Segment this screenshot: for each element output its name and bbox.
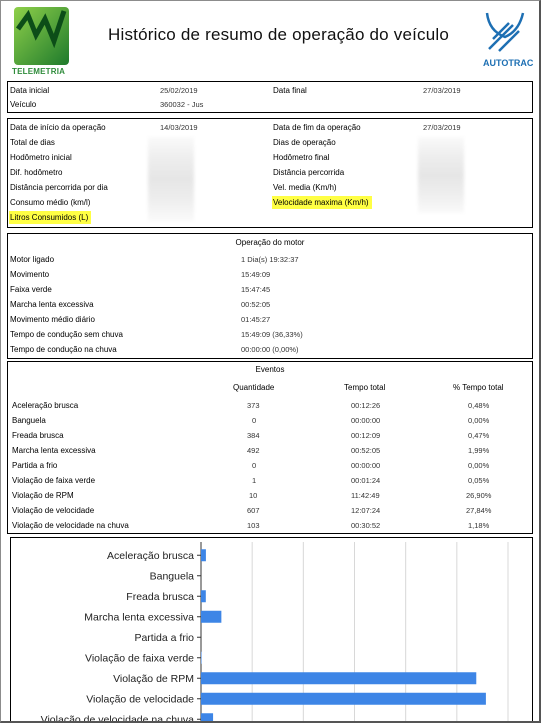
- distancia-percorrida-label: Distância percorrida: [273, 168, 345, 177]
- event-row-label: Marcha lenta excessiva: [12, 446, 96, 455]
- event-row-pct: 0,05%: [468, 476, 490, 485]
- veiculo-value: 360032 - Jus: [160, 100, 204, 109]
- event-row-label: Violação de velocidade: [12, 506, 95, 515]
- motor-row-value: 15:47:45: [241, 285, 271, 294]
- category-label: Marcha lenta excessiva: [84, 611, 194, 624]
- category-label: Violação de RPM: [113, 672, 194, 685]
- event-row-time: 00:00:00: [351, 416, 381, 425]
- inicio-value: 14/03/2019: [160, 123, 198, 132]
- bar: [201, 549, 206, 561]
- event-row-pct: 0,48%: [468, 401, 490, 410]
- category-label: Banguela: [149, 570, 194, 583]
- category-label: Violação de velocidade na chuva: [40, 713, 194, 725]
- category-label: Aceleração brusca: [107, 549, 194, 562]
- event-row-qty: 10: [249, 491, 258, 500]
- summary-box: [7, 118, 533, 228]
- bar: [201, 672, 476, 684]
- event-row-pct: 1,99%: [468, 446, 490, 455]
- events-chart: [10, 537, 533, 723]
- event-row-time: 00:30:52: [351, 521, 381, 530]
- events-bar-chart: [11, 538, 534, 723]
- motor-row-label: Motor ligado: [10, 255, 55, 264]
- motor-row-label: Marcha lenta excessiva: [10, 300, 94, 309]
- event-row-qty: 373: [247, 401, 260, 410]
- category-label: Partida a frio: [134, 631, 194, 644]
- total-dias-label: Total de dias: [10, 138, 55, 147]
- motor-row-label: Faixa verde: [10, 285, 52, 294]
- inicio-label: Data de início da operação: [10, 123, 106, 132]
- hodometro-inicial-label: Hodômetro inicial: [10, 153, 72, 162]
- motor-row-value: 1 Dia(s) 19:32:37: [241, 255, 299, 264]
- motor-row-value: 01:45:27: [241, 315, 271, 324]
- bar: [201, 713, 213, 723]
- event-row-label: Partida a frio: [12, 461, 58, 470]
- event-row-label: Aceleração brusca: [12, 401, 79, 410]
- motor-row-label: Tempo de condução sem chuva: [10, 330, 123, 339]
- bar: [201, 652, 202, 664]
- consumo-medio-label: Consumo médio (km/l): [10, 198, 91, 207]
- event-row-time: 00:00:00: [351, 461, 381, 470]
- bar: [201, 590, 206, 602]
- category-label: Violação de faixa verde: [85, 652, 194, 665]
- motor-row-label: Movimento: [10, 270, 50, 279]
- event-row-qty: 0: [252, 416, 257, 425]
- events-box: [7, 361, 533, 534]
- col-quantidade-header: Quantidade: [233, 383, 275, 392]
- event-row-time: 00:12:26: [351, 401, 381, 410]
- event-row-pct: 26,90%: [466, 491, 492, 500]
- event-row-time: 00:12:09: [351, 431, 381, 440]
- event-row-label: Freada brusca: [12, 431, 64, 440]
- data-final-label: Data final: [273, 86, 307, 95]
- data-inicial-value: 25/02/2019: [160, 86, 198, 95]
- event-row-label: Violação de RPM: [12, 491, 74, 500]
- motor-row-value: 15:49:09: [241, 270, 271, 279]
- litros-consumidos-label: Litros Consumidos (L): [9, 211, 91, 224]
- event-row-pct: 27,84%: [466, 506, 492, 515]
- motor-row-label: Tempo de condução na chuva: [10, 345, 117, 354]
- motor-title: Operação do motor: [235, 238, 305, 247]
- category-label: Freada brusca: [126, 590, 194, 603]
- bar: [201, 611, 221, 623]
- category-label: Violação de velocidade: [86, 693, 194, 706]
- event-row-qty: 0: [252, 461, 257, 470]
- event-row-qty: 1: [252, 476, 257, 485]
- event-row-qty: 103: [247, 521, 260, 530]
- autotrac-logo-text: AUTOTRAC: [483, 58, 534, 68]
- dif-hodometro-label: Dif. hodômetro: [10, 168, 63, 177]
- dias-operacao-label: Dias de operação: [273, 138, 336, 147]
- event-row-label: Violação de velocidade na chuva: [12, 521, 129, 530]
- event-row-pct: 0,47%: [468, 431, 490, 440]
- event-row-qty: 384: [247, 431, 260, 440]
- event-row-qty: 492: [247, 446, 260, 455]
- period-box: [7, 81, 533, 113]
- motor-row-value: 15:49:09 (36,33%): [241, 330, 303, 339]
- events-title: Eventos: [255, 365, 285, 374]
- motor-row-value: 00:00:00 (0,00%): [241, 345, 299, 354]
- velocidade-maxima-label: Velocidade maxima (Km/h): [272, 196, 372, 209]
- event-row-pct: 1,18%: [468, 521, 490, 530]
- autotrac-logo-icon: [479, 9, 529, 55]
- event-row-label: Banguela: [12, 416, 46, 425]
- vel-media-label: Vel. media (Km/h): [273, 183, 337, 192]
- data-inicial-label: Data inicial: [10, 86, 50, 95]
- motor-row-label: Movimento médio diário: [10, 315, 95, 324]
- fim-label: Data de fim da operação: [273, 123, 361, 132]
- event-row-qty: 607: [247, 506, 260, 515]
- hodometro-final-label: Hodômetro final: [273, 153, 330, 162]
- col-tempo-header: Tempo total: [344, 383, 386, 392]
- fim-value: 27/03/2019: [423, 123, 461, 132]
- event-row-time: 00:52:05: [351, 446, 381, 455]
- veiculo-label: Veículo: [10, 100, 37, 109]
- data-final-value: 27/03/2019: [423, 86, 461, 95]
- redacted-values-left: [148, 137, 194, 221]
- event-row-time: 11:42:49: [351, 491, 380, 500]
- event-row-pct: 0,00%: [468, 416, 490, 425]
- telemetria-logo-icon: [14, 7, 69, 65]
- event-row-time: 00:01:24: [351, 476, 381, 485]
- event-row-time: 12:07:24: [351, 506, 381, 515]
- motor-row-value: 00:52:05: [241, 300, 271, 309]
- redacted-values-right: [418, 137, 464, 213]
- bar: [201, 693, 486, 705]
- motor-box: [7, 233, 533, 359]
- event-row-label: Violação de faixa verde: [12, 476, 96, 485]
- distancia-por-dia-label: Distância percorrida por dia: [10, 183, 108, 192]
- col-pct-header: % Tempo total: [453, 383, 504, 392]
- event-row-pct: 0,00%: [468, 461, 490, 470]
- telemetria-logo-text: TELEMETRIA: [12, 67, 66, 76]
- page-title: Histórico de resumo de operação do veículo: [108, 25, 450, 44]
